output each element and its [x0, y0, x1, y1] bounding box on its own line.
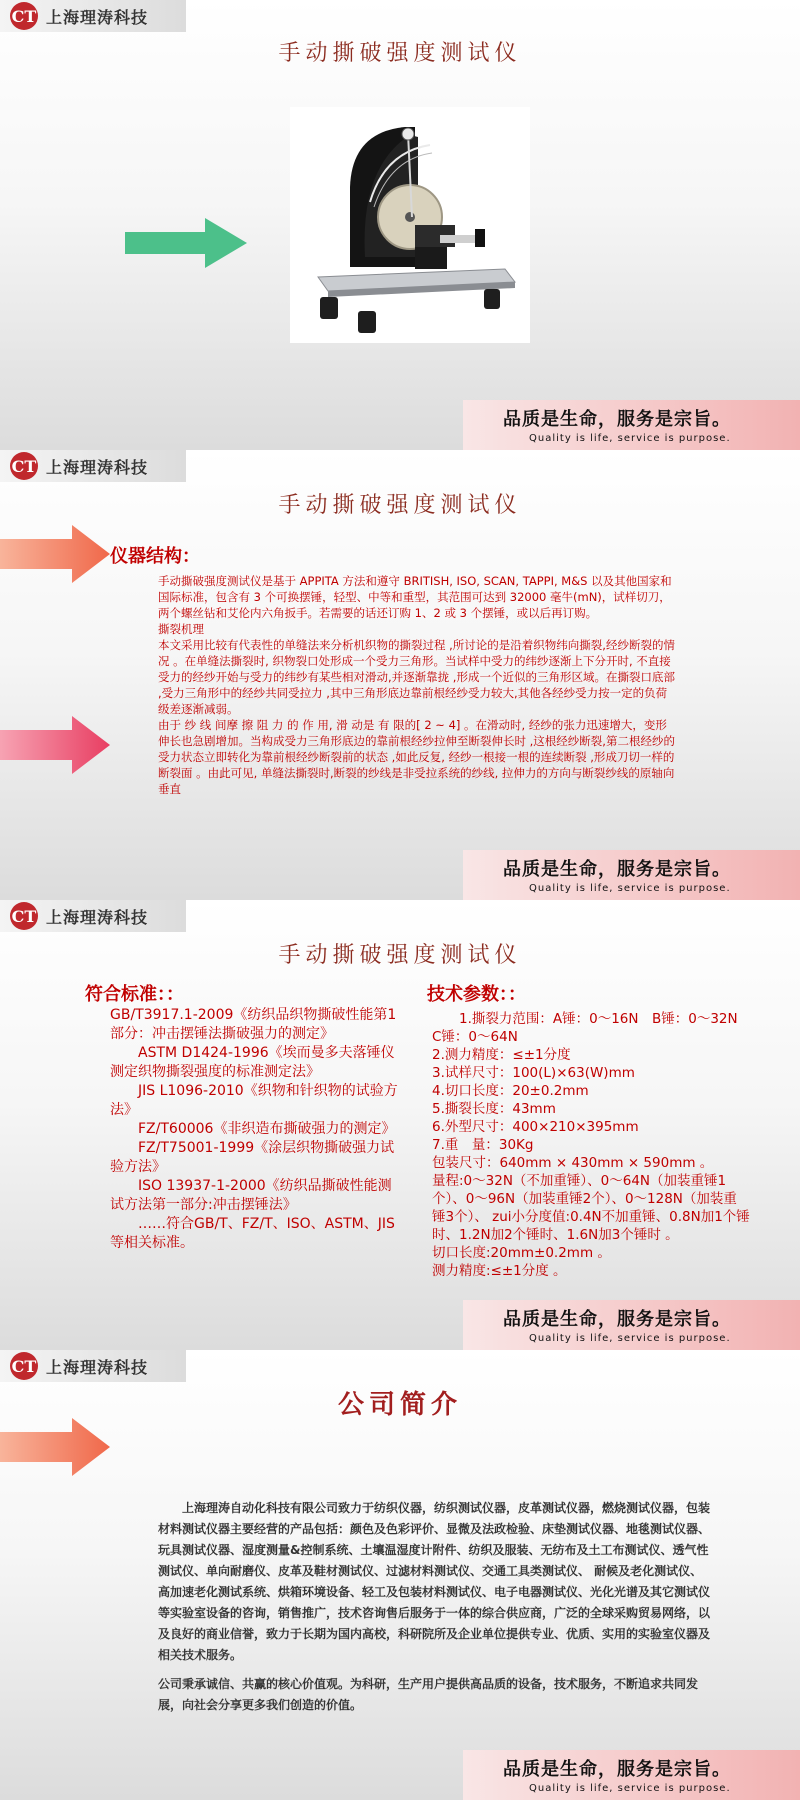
- structure-body: [158, 573, 678, 797]
- param-item: 4.切口长度：20±0.2mm: [432, 1083, 589, 1099]
- logo-text: 上海理涛科技: [46, 457, 149, 477]
- param-item: 2.测力精度：≤±1分度: [432, 1047, 571, 1063]
- motto-en: Quality is life, service is purpose.: [529, 883, 731, 894]
- slide-title: 手动撕破强度测试仪: [278, 943, 522, 968]
- company-logo: [0, 450, 186, 482]
- structure-paragraph: 手动撕破强度测试仪是基于 APPITA 方法和遵守 BRITISH, ISO, SCAN, TAPPI, M&S 以及其他国家和国际标准，包含有 3 个可换摆锤，轻型、中等和重型，其范围可达到 32000 毫牛(mN)，试样切刀，两个螺丝钻和艾伦内六角扳手。若需要的话还订购 1、2 或 3 个摆锤，或以后再订购。: [158, 574, 672, 620]
- orange-arrow-icon: [0, 525, 110, 583]
- standards-list: [110, 1006, 400, 1253]
- param-item: 切口长度:20mm±0.2mm 。: [432, 1245, 611, 1261]
- intro-paragraph: 上海理涛自动化科技有限公司致力于纺织仪器，纺织测试仪器，皮革测试仪器，燃烧测试仪器，包装材料测试仪器主要经营的产品包括：颜色及色彩评价、显微及法政检验、床垫测试仪器、地毯测试仪器、玩具测试仪器、湿度测量&控制系统、土壤温湿度计附件、纺织及服装、无纺布及土工布测试仪、透气性测试仪、单向耐磨仪、皮革及鞋材测试仪、过滤材料测试仪、交通工具类测试仪、 耐候及老化测试仪、高加速老化测试系统、烘箱环境设备、轻工及包装材料测试仪、电子电器测试仪、光化光谱及其它测试仪等实验室设备的咨询，销售推广，技术咨询售后服务于一体的综合供应商，广泛的全球采购贸易网络，以及良好的商业信誉，致力于长期为国内高校，科研院所及企业单位提供专业、优质、实用的实验室仪器及相关技术服务。: [158, 1501, 711, 1662]
- motto-banner: [463, 400, 800, 450]
- logo-mark: CT: [10, 1352, 38, 1380]
- motto-en: Quality is life, service is purpose.: [529, 433, 731, 444]
- section-heading: 仪器结构：: [110, 546, 200, 567]
- param-item: 6.外型尺寸：400×210×395mm: [432, 1119, 639, 1135]
- company-logo: [0, 0, 186, 32]
- param-item: 量程:0～32N（不加重锤）、0～64N（加装重锤1个）、0～96N（加装重锤2个）、0～128N（加装重锤3个）、 zui小分度值:0.4N不加重锤、0.8N加1个锤时、1.2N加2个锤时、1.6N加3个锤时 。: [432, 1173, 750, 1243]
- company-logo: [0, 1350, 186, 1382]
- param-item: 包装尺寸：640mm × 430mm × 590mm 。: [432, 1155, 714, 1171]
- slide-company-intro: [0, 1350, 800, 1800]
- motto-cn: 品质是生命，服务是宗旨。: [503, 1759, 731, 1780]
- param-item: 7.重 量：30Kg: [432, 1137, 534, 1153]
- logo-mark: CT: [10, 2, 38, 30]
- company-logo: [0, 900, 186, 932]
- standard-item: ASTM D1424-1996《埃而曼多夫落锤仪测定织物撕裂强度的标准测定法》: [110, 1045, 395, 1080]
- logo-mark: CT: [10, 902, 38, 930]
- motto-cn: 品质是生命，服务是宗旨。: [503, 409, 731, 430]
- motto-en: Quality is life, service is purpose.: [529, 1783, 731, 1794]
- param-item: 1.撕裂力范围：A锤：0～16N B锤：0～32N C锤：0～64N: [432, 1011, 752, 1045]
- param-item: 5.撕裂长度：43mm: [432, 1101, 556, 1117]
- params-list: [432, 1010, 750, 1280]
- motto-cn: 品质是生命，服务是宗旨。: [503, 1309, 731, 1330]
- standard-item: JIS L1096-2010《织物和针织物的试验方法》: [110, 1083, 398, 1118]
- structure-paragraph: 本文采用比较有代表性的单缝法来分析机织物的撕裂过程 ,所讨论的是沿着织物纬向撕裂,经纱断裂的情况 。在单缝法撕裂时, 织物裂口处形成一个受力三角形。当试样中受力的纬纱逐渐上下分开时, 不直接受力的经纱开始与受力的纬纱有某些相对滑动,并逐渐靠拢 ,形成一个近似的三角形区域。在撕裂口底部 ,受力三角形中的经纱共同受拉力 ,其中三角形底边靠前根经纱受力较大,其他各经纱受力按一定的负荷级差逐渐减弱。: [158, 638, 675, 716]
- orange-arrow-icon: [0, 1418, 110, 1476]
- standard-item: FZ/T75001-1999《涂层织物撕破强力试验方法》: [110, 1140, 395, 1175]
- company-intro-body: [158, 1498, 711, 1716]
- intro-paragraph: 公司秉承诚信、共赢的核心价值观。为科研，生产用户提供高品质的设备，技术服务，不断追求共同发展，向社会分享更多我们创造的价值。: [158, 1677, 699, 1712]
- green-arrow-icon: [125, 218, 247, 268]
- motto-banner: [463, 1750, 800, 1800]
- motto-cn: 品质是生命，服务是宗旨。: [503, 859, 731, 880]
- param-item: 3.试样尺寸：100(L)×63(W)mm: [432, 1065, 635, 1081]
- motto-banner: [463, 1300, 800, 1350]
- logo-text: 上海理涛科技: [46, 1357, 149, 1377]
- structure-paragraph: 由于 纱 线 间摩 擦 阻 力 的 作 用, 滑 动是 有 限的[ 2 ~ 4] 。在滑动时, 经纱的张力迅速增大，变形伸长也急剧增加。当构成受力三角形底边的靠前根经纱拉伸至断裂伸长时 ,这根经纱断裂,第二根经纱的受力状态立即转化为靠前根经纱断裂前的状态 ,如此反复, 经纱一根接一根的连续断裂 ,形成刀切一样的断裂面 。由此可见, 单缝法撕裂时,断裂的纱线是非受拉系统的纱线, 拉伸力的方向与断裂纱线的原轴向垂直: [158, 718, 675, 796]
- slide-title: 手动撕破强度测试仪: [278, 493, 522, 518]
- standard-item: GB/T3917.1-2009《纺织品织物撕破性能第1部分：冲击摆锤法撕破强力的测定》: [110, 1007, 397, 1042]
- param-item: 测力精度:≤±1分度 。: [432, 1263, 567, 1279]
- params-heading: 技术参数：：: [427, 984, 526, 1005]
- structure-subheading: 撕裂机理: [158, 622, 204, 636]
- product-image: [290, 107, 530, 343]
- logo-text: 上海理涛科技: [46, 907, 149, 927]
- slide-standards-params: [0, 900, 800, 1350]
- logo-text: 上海理涛科技: [46, 7, 149, 27]
- slide-product-photo: [0, 0, 800, 450]
- pink-arrow-icon: [0, 716, 110, 774]
- slide-title: 公司简介: [337, 1390, 462, 1420]
- motto-banner: [463, 850, 800, 900]
- standard-item: ……符合GB/T、FZ/T、ISO、ASTM、JIS等相关标准。: [110, 1216, 395, 1251]
- slide-structure: [0, 450, 800, 900]
- tear-tester-illustration: [290, 107, 530, 343]
- standard-item: FZ/T60006《非织造布撕破强力的测定》: [138, 1121, 396, 1137]
- motto-en: Quality is life, service is purpose.: [529, 1333, 731, 1344]
- slide-title: 手动撕破强度测试仪: [278, 41, 522, 66]
- standards-heading: 符合标准：：: [85, 984, 184, 1005]
- standard-item: ISO 13937-1-2000《纺织品撕破性能测试方法第一部分:冲击摆锤法》: [110, 1178, 392, 1213]
- logo-mark: CT: [10, 452, 38, 480]
